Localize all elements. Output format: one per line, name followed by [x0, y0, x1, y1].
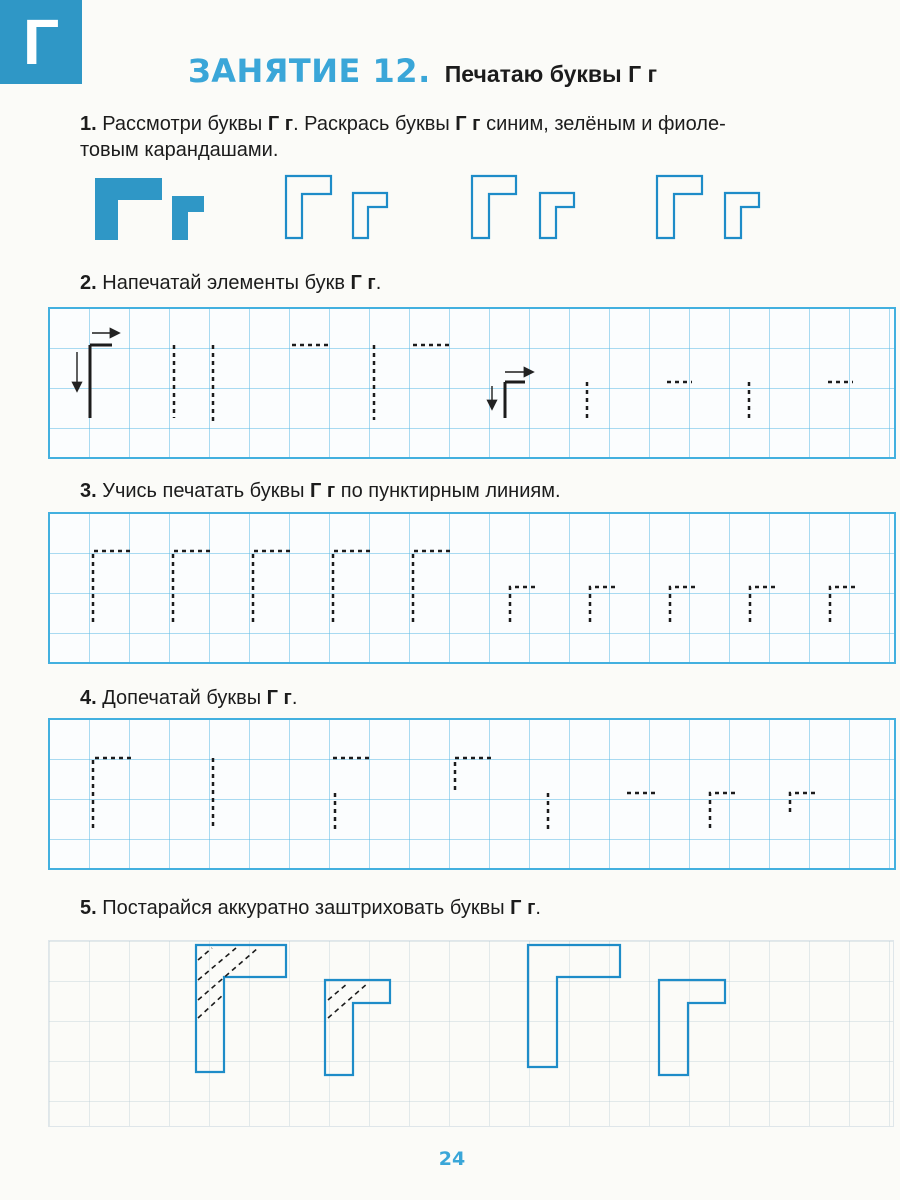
- task-text: .: [375, 272, 382, 294]
- task-number: 1.: [80, 113, 97, 135]
- task-number: 5.: [80, 897, 97, 919]
- corner-letter-tab: Г: [0, 0, 82, 84]
- task-letters: Г г: [266, 687, 292, 709]
- task-text: синим, зелёным и фиоле-: [480, 113, 726, 135]
- task-text: .: [291, 687, 298, 709]
- task-4-text: [80, 685, 880, 711]
- task-letters: Г г: [510, 897, 536, 919]
- task-2-grid[interactable]: [48, 307, 896, 459]
- task-text: товым карандашами.: [80, 139, 279, 161]
- task-letters: Г г: [310, 480, 336, 502]
- outline-capital-g-2: [472, 176, 516, 238]
- task-letters: Г г: [455, 113, 481, 135]
- lesson-number: ЗАНЯТИЕ 12.: [188, 52, 431, 90]
- task-text: Напечатай элементы букв: [102, 272, 351, 294]
- outline-small-g-3: [725, 193, 759, 238]
- task-letters: Г г: [267, 113, 294, 135]
- outline-capital-g-3: [657, 176, 702, 238]
- task-2-text: [80, 270, 880, 296]
- outline-small-g-2: [540, 193, 574, 238]
- task-4-grid[interactable]: [48, 718, 896, 870]
- outline-capital-g-1: [286, 176, 331, 238]
- task-text: Рассмотри буквы: [102, 113, 268, 135]
- task-5-text: [80, 895, 880, 921]
- task-5-grid: [48, 940, 894, 1127]
- task-text: Учись печатать буквы: [102, 480, 310, 502]
- task-text: Допечатай буквы: [102, 687, 267, 709]
- task-number: 2.: [80, 272, 97, 294]
- task-number: 4.: [80, 687, 97, 709]
- task-text: Постарайся аккуратно заштриховать буквы: [102, 897, 511, 919]
- outline-small-g-1: [353, 193, 387, 238]
- task-3-grid[interactable]: [48, 512, 896, 664]
- task-text: . Раскрась буквы: [293, 113, 456, 135]
- task-letters: Г г: [350, 272, 376, 294]
- page-number: 24: [438, 1148, 466, 1170]
- solid-capital-g: [95, 178, 162, 240]
- task-1-text: [80, 111, 880, 163]
- task-number: 3.: [80, 480, 97, 502]
- solid-small-g: [172, 196, 204, 240]
- task-3-text: [80, 478, 880, 504]
- task-text: .: [535, 897, 541, 919]
- page-title: [188, 52, 657, 90]
- lesson-topic: Печатаю буквы Г г: [444, 61, 658, 87]
- task-text: по пунктирным линиям.: [335, 480, 561, 502]
